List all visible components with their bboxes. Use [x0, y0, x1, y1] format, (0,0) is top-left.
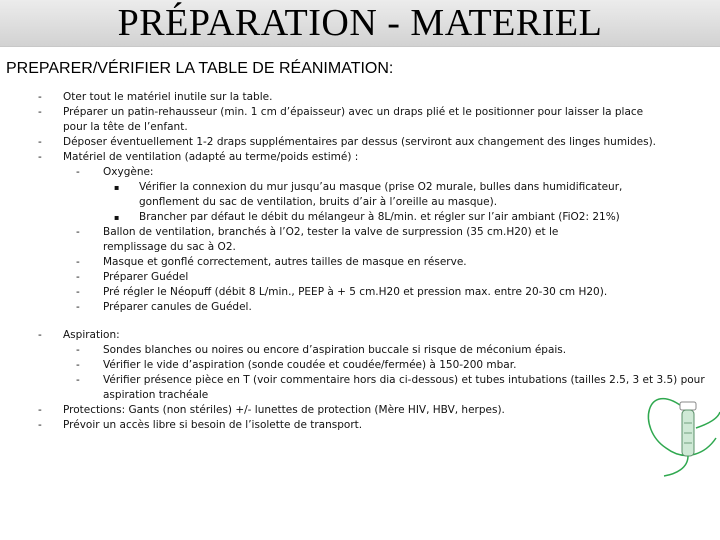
item-text: Préparer Guédel	[103, 271, 189, 283]
sub-list-item	[0, 270, 720, 285]
item-text: Oter tout le matériel inutile sur la table.	[63, 91, 273, 103]
dash-marker: -	[76, 359, 80, 371]
item-text: Brancher par défaut le débit du mélangeur à 8L/min. et régler sur l’air ambiant (FiO2: 21%)	[139, 211, 620, 223]
dash-marker: -	[76, 256, 80, 268]
dash-marker: -	[38, 329, 42, 341]
checklist	[0, 90, 720, 433]
sub-list-item	[0, 225, 720, 255]
dash-marker: -	[38, 91, 42, 103]
sub-sub-list-item	[0, 210, 720, 225]
title-bar	[0, 0, 720, 47]
list-item	[0, 150, 720, 165]
sub-list-item	[0, 358, 720, 373]
suction-trap-icon	[636, 368, 720, 480]
sub-sub-list-item	[0, 180, 720, 210]
sub-list-item	[0, 300, 720, 315]
dash-marker: -	[38, 136, 42, 148]
list-item	[0, 90, 720, 105]
page-title: PRÉPARATION - MATERIEL	[117, 2, 603, 44]
list-item	[0, 135, 720, 150]
item-text: Vérifier la connexion du mur jusqu’au masque (prise O2 murale, bulles dans humidificateur, gonflement du sac de ventilation, bruits d’air à l’oreille au masque).	[139, 181, 623, 208]
suction-device-image	[636, 368, 720, 480]
list-item	[0, 418, 720, 433]
square-bullet-icon: ▪	[114, 183, 120, 192]
suction-tube-outlet	[696, 412, 720, 428]
item-text: Aspiration:	[63, 329, 120, 341]
dash-marker: -	[38, 404, 42, 416]
dash-marker: -	[38, 106, 42, 118]
item-text: Oxygène:	[103, 166, 154, 178]
dash-marker: -	[76, 286, 80, 298]
dash-marker: -	[38, 419, 42, 431]
section-subtitle: PREPARER/VÉRIFIER LA TABLE DE RÉANIMATION:	[6, 60, 394, 77]
item-text: Ballon de ventilation, branchés à l’O2, tester la valve de surpression (35 cm.H20) et le remplissage du sac à O2.	[103, 226, 559, 253]
dash-marker: -	[38, 151, 42, 163]
item-text: Vérifier le vide d’aspiration (sonde coudée et coudée/fermée) à 150-200 mbar.	[103, 359, 517, 371]
sub-list-item	[0, 255, 720, 270]
dash-marker: -	[76, 344, 80, 356]
sub-list-item	[0, 343, 720, 358]
square-bullet-icon: ▪	[114, 213, 120, 222]
suction-tube-bottom	[664, 456, 688, 476]
list-item	[0, 403, 720, 418]
item-text: Déposer éventuellement 1-2 draps supplémentaires par dessus (serviront aux changement des linges humides).	[63, 136, 657, 148]
list-item	[0, 105, 720, 135]
item-text: Protections: Gants (non stériles) +/- lunettes de protection (Mère HIV, HBV, herpes).	[63, 404, 505, 416]
spacer	[0, 315, 720, 328]
item-text: Masque et gonflé correctement, autres tailles de masque en réserve.	[103, 256, 467, 268]
item-text: Sondes blanches ou noires ou encore d’aspiration buccale si risque de méconium épais.	[103, 344, 567, 356]
dash-marker: -	[76, 166, 80, 178]
item-text: Vérifier présence pièce en T (voir commentaire hors dia ci-dessous) et tubes intubations (tailles 2.5, 3 et 3.5) pour aspiration trachéale	[103, 374, 705, 401]
sub-list-item	[0, 373, 720, 403]
item-text: Préparer un patin-rehausseur (min. 1 cm d’épaisseur) avec un draps plié et le positionner pour laisser la place pour la tête de l’enfant.	[63, 106, 644, 133]
suction-cap	[680, 402, 696, 410]
dash-marker: -	[76, 271, 80, 283]
sub-list-item	[0, 165, 720, 180]
item-text: Prévoir un accès libre si besoin de l’isolette de transport.	[63, 419, 363, 431]
item-text: Pré régler le Néopuff (débit 8 L/min., PEEP à + 5 cm.H20 et pression max. entre 20-30 cm H20).	[103, 286, 608, 298]
item-text: Préparer canules de Guédel.	[103, 301, 252, 313]
item-text: Matériel de ventilation (adapté au terme/poids estimé) :	[63, 151, 359, 163]
sub-list-item	[0, 285, 720, 300]
dash-marker: -	[76, 374, 80, 386]
list-item	[0, 328, 720, 343]
dash-marker: -	[76, 301, 80, 313]
dash-marker: -	[76, 226, 80, 238]
